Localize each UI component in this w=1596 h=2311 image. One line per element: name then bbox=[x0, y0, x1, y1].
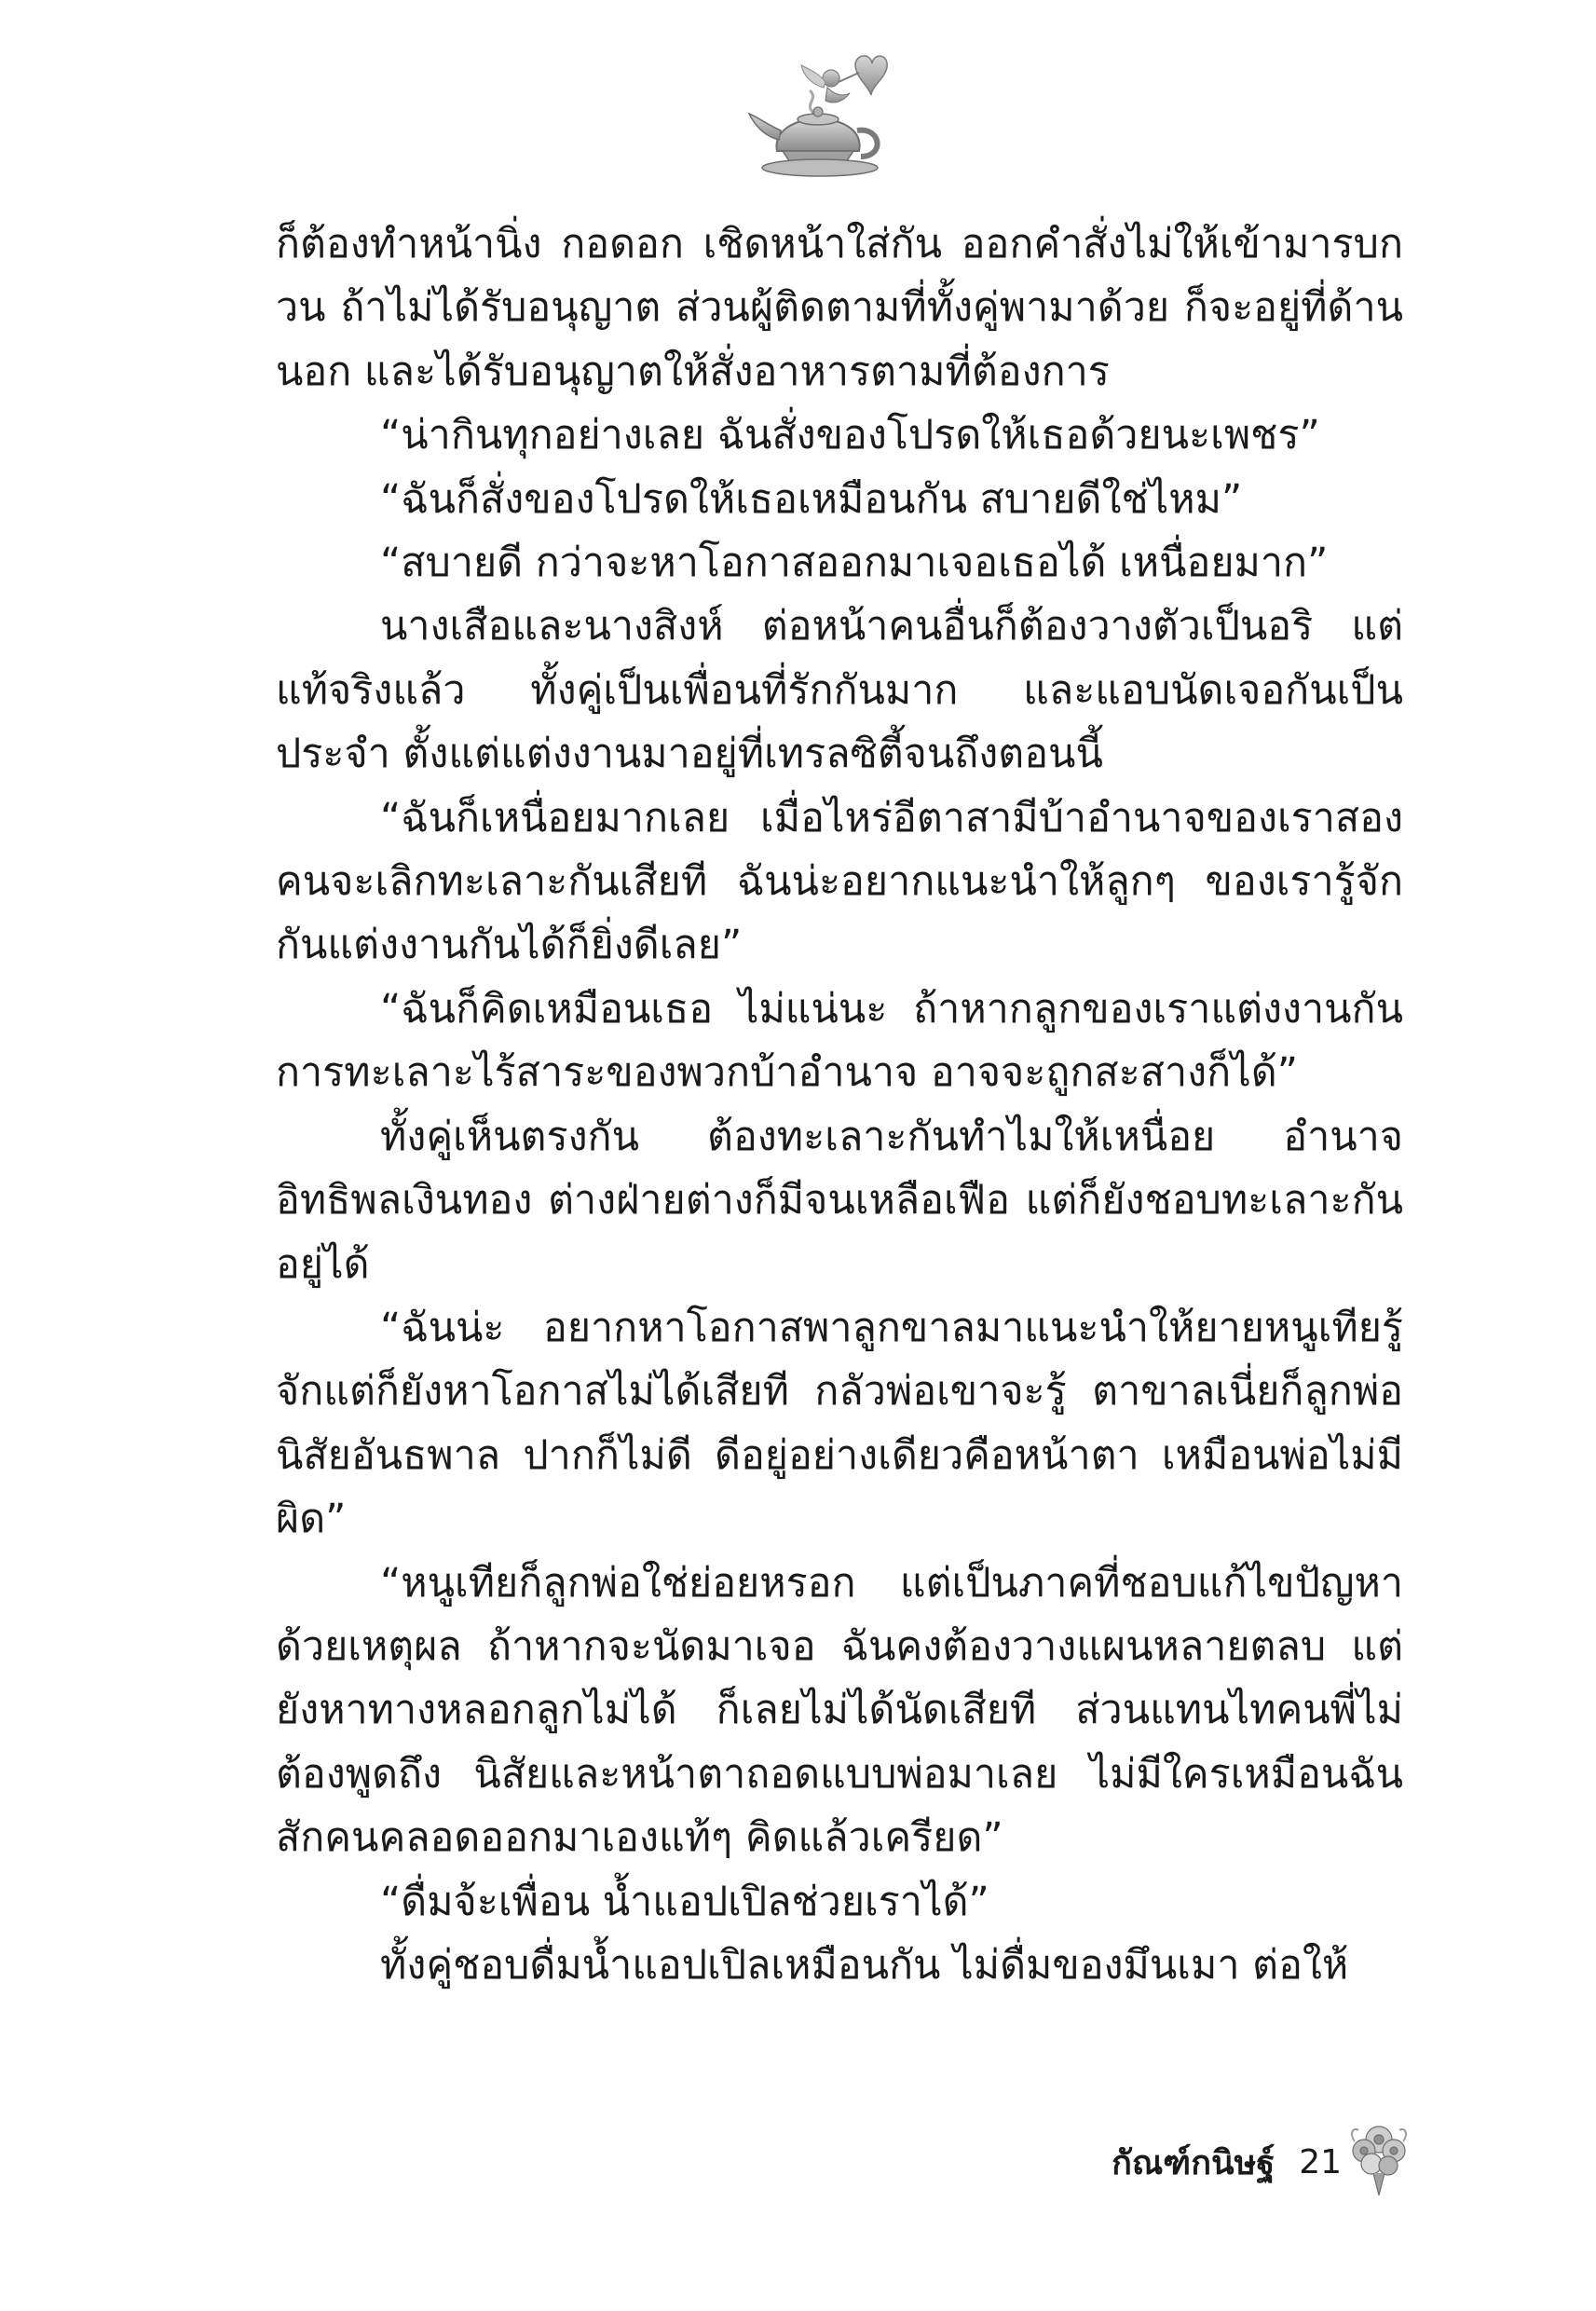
paragraph: “ฉันน่ะ อยากหาโอกาสพาลูกขาลมาแนะนำให้ยายหนูเทียรู้จักแต่ก็ยังหาโอกาสไม่ได้เสียที กลัวพ่อเขาจะรู้ ตาขาลเนี่ยก็ลูกพ่อ นิสัยอันธพาล ปากก็ไม่ดี ดีอยู่อย่างเดียวคือหน้าตา เหมือนพ่อไม่มีผิด” bbox=[276, 1304, 1403, 1543]
paragraph: ทั้งคู่เห็นตรงกัน ต้องทะเลาะกันทำไมให้เหนื่อย อำนาจ อิทธิพลเงินทอง ต่างฝ่ายต่างก็มีจนเหลือเฟือ แต่ก็ยังชอบทะเลาะกันอยู่ได้ bbox=[276, 1113, 1403, 1288]
page-footer bbox=[969, 2129, 1342, 2195]
flower-bouquet-ornament-icon bbox=[1342, 2113, 1416, 2197]
paragraph: ทั้งคู่ชอบดื่มน้ำแอปเปิลเหมือนกัน ไม่ดื่มของมึนเมา ต่อให้ bbox=[380, 1941, 1349, 1989]
paragraph: “หนูเทียก็ลูกพ่อใช่ย่อยหรอก แต่เป็นภาคที่ชอบแก้ไขปัญหาด้วยเหตุผล ถ้าหากจะนัดมาเจอ ฉันคงต้องวางแผนหลายตลบ แต่ยังหาทางหลอกลูกไม่ได้ ก็เลยไม่ได้นัดเสียที ส่วนแทนไทคนพี่ไม่ต้องพูดถึง นิสัยและหน้าตาถอดแบบพ่อมาเลย ไม่มีใครเหมือนฉันสักคนคลอดออกมาเองแท้ๆ คิดแล้วเครียด” bbox=[276, 1559, 1403, 1862]
paragraph: “ฉันก็เหนื่อยมากเลย เมื่อไหร่อีตาสามีบ้าอำนาจของเราสองคนจะเลิกทะเลาะกันเสียที ฉันน่ะอยากแนะนำให้ลูกๆ ของเรารู้จักกันแต่งงานกันได้ก็ยิ่งดีเลย” bbox=[276, 794, 1403, 969]
paragraph: “ฉันก็สั่งของโปรดให้เธอเหมือนกัน สบายดีใช่ไหม” bbox=[380, 475, 1243, 523]
book-title: กัณฑ์กนิษฐ์ bbox=[1112, 2143, 1275, 2182]
teapot-heart-ornament-icon bbox=[745, 47, 904, 196]
paragraph: ก็ต้องทำหน้านิ่ง กอดอก เชิดหน้าใส่กัน ออกคำสั่งไม่ให้เข้ามารบกวน ถ้าไม่ได้รับอนุญาต ส่วนผู้ติดตามที่ทั้งคู่พามาด้วย ก็จะอยู่ที่ด้านนอก และได้รับอนุญาตให้สั่งอาหารตามที่ต้องการ bbox=[276, 221, 1403, 395]
story-body bbox=[276, 212, 1403, 1997]
paragraph: “ดื่มจ้ะเพื่อน น้ำแอปเปิลช่วยเราได้” bbox=[380, 1878, 989, 1925]
paragraph: “ฉันก็คิดเหมือนเธอ ไม่แน่นะ ถ้าหากลูกของเราแต่งงานกันการทะเลาะไร้สาระของพวกบ้าอำนาจ อาจจะถูกสะสางก็ได้” bbox=[276, 985, 1403, 1097]
page-number: 21 bbox=[1299, 2142, 1342, 2181]
paragraph: “น่ากินทุกอย่างเลย ฉันสั่งของโปรดให้เธอด้วยนะเพชร” bbox=[380, 412, 1320, 459]
paragraph: นางเสือและนางสิงห์ ต่อหน้าคนอื่นก็ต้องวางตัวเป็นอริ แต่แท้จริงแล้ว ทั้งคู่เป็นเพื่อนที่รักกันมาก และแอบนัดเจอกันเป็นประจำ ตั้งแต่แต่งงานมาอยู่ที่เทรลซิตี้จนถึงตอนนี้ bbox=[276, 603, 1403, 778]
paragraph: “สบายดี กว่าจะหาโอกาสออกมาเจอเธอได้ เหนื่อยมาก” bbox=[380, 540, 1329, 587]
